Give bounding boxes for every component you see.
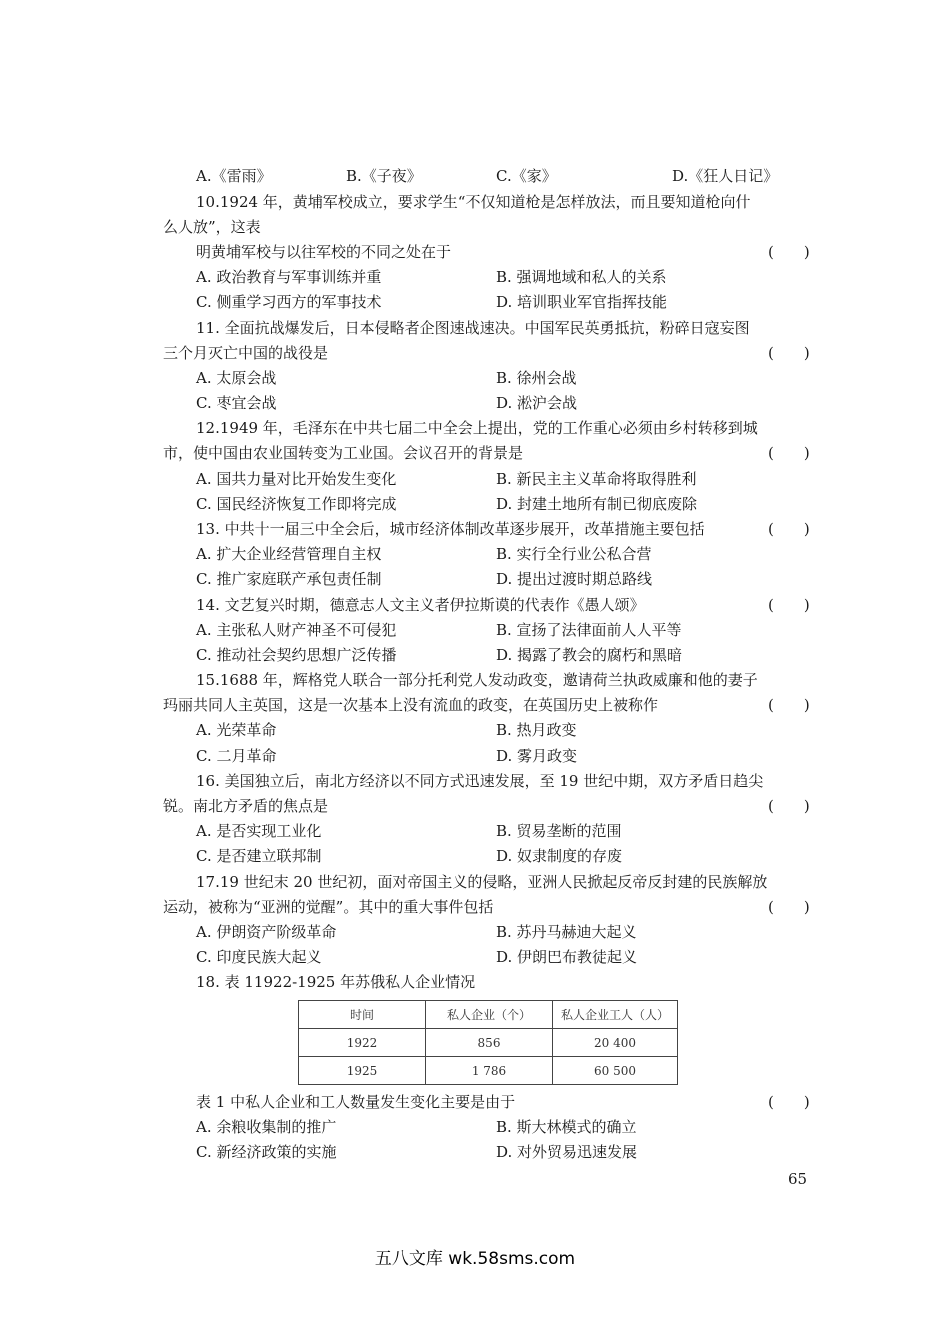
q16-option-d: D. 奴隶制度的存废 bbox=[496, 847, 623, 865]
q16-stem-line2: 锐。南北方矛盾的焦点是 bbox=[163, 797, 329, 815]
q18-option-b: B. 斯大林模式的确立 bbox=[496, 1118, 637, 1136]
q17-stem-line2: 运动，被称为“亚洲的觉醒”。其中的重大事件包括 bbox=[163, 898, 494, 916]
q10-option-b: B. 强调地域和私人的关系 bbox=[496, 268, 667, 286]
q9-option-a: A.《雷雨》 bbox=[196, 167, 272, 185]
footer-watermark: 五八文库 wk.58sms.com bbox=[374, 1249, 576, 1269]
q14-option-a: A. 主张私人财产神圣不可侵犯 bbox=[196, 621, 397, 639]
q18-answer-paren: ( ) bbox=[768, 1093, 810, 1111]
q11-stem-line1: 11. 全面抗战爆发后，日本侵略者企图速战速决。中国军民英勇抵抗，粉碎日寇妄图 bbox=[196, 319, 750, 337]
q16-answer-paren: ( ) bbox=[768, 797, 810, 815]
table-cell: 1 786 bbox=[426, 1057, 553, 1085]
table-cell: 1922 bbox=[299, 1029, 426, 1057]
q11-option-d: D. 淞沪会战 bbox=[496, 394, 578, 412]
q18-option-c: C. 新经济政策的实施 bbox=[196, 1143, 337, 1161]
q14-stem-line1: 14. 文艺复兴时期，德意志人文主义者伊拉斯谟的代表作《愚人颂》 bbox=[196, 596, 645, 614]
q9-option-b: B.《子夜》 bbox=[346, 167, 422, 185]
q10-answer-paren: ( ) bbox=[768, 243, 810, 261]
table-header-cell: 时间 bbox=[299, 1001, 426, 1029]
q17-answer-paren: ( ) bbox=[768, 898, 810, 916]
q10-option-c: C. 侧重学习西方的军事技术 bbox=[196, 293, 382, 311]
q12-option-d: D. 封建土地所有制已彻底废除 bbox=[496, 495, 698, 513]
table-cell: 20 400 bbox=[553, 1029, 678, 1057]
q10-stem-line3: 明黄埔军校与以往军校的不同之处在于 bbox=[196, 243, 452, 261]
q14-option-b: B. 宣扬了法律面前人人平等 bbox=[496, 621, 682, 639]
q12-option-b: B. 新民主主义革命将取得胜利 bbox=[496, 470, 697, 488]
q14-option-d: D. 揭露了教会的腐朽和黑暗 bbox=[496, 646, 683, 664]
q12-answer-paren: ( ) bbox=[768, 444, 810, 462]
q11-option-c: C. 枣宜会战 bbox=[196, 394, 277, 412]
q11-stem-line2: 三个月灭亡中国的战役是 bbox=[163, 344, 329, 362]
q14-answer-paren: ( ) bbox=[768, 596, 810, 614]
q17-option-b: B. 苏丹马赫迪大起义 bbox=[496, 923, 637, 941]
q18-title: 18. 表 11922-1925 年苏俄私人企业情况 bbox=[196, 973, 476, 991]
q11-option-a: A. 太原会战 bbox=[196, 369, 277, 387]
table-cell: 856 bbox=[426, 1029, 553, 1057]
q11-answer-paren: ( ) bbox=[768, 344, 810, 362]
q10-stem-line2: 么人放”，这表 bbox=[163, 218, 261, 236]
q11-option-b: B. 徐州会战 bbox=[496, 369, 577, 387]
q15-stem-line2: 玛丽共同人主英国，这是一次基本上没有流血的政变，在英国历史上被称作 bbox=[163, 696, 659, 714]
q12-stem-line2: 市，使中国由农业国转变为工业国。会议召开的背景是 bbox=[163, 444, 524, 462]
table-row bbox=[299, 1057, 678, 1085]
table-header-row bbox=[299, 1001, 678, 1029]
q13-option-b: B. 实行全行业公私合营 bbox=[496, 545, 652, 563]
q17-option-d: D. 伊朗巴布教徒起义 bbox=[496, 948, 638, 966]
q12-option-a: A. 国共力量对比开始发生变化 bbox=[196, 470, 397, 488]
q18-stem: 表 1 中私人企业和工人数量发生变化主要是由于 bbox=[196, 1093, 516, 1111]
q12-option-c: C. 国民经济恢复工作即将完成 bbox=[196, 495, 397, 513]
q13-stem-line1: 13. 中共十一届三中全会后，城市经济体制改革逐步展开，改革措施主要包括 bbox=[196, 520, 705, 538]
q9-option-c: C.《家》 bbox=[496, 167, 557, 185]
q15-option-d: D. 雾月政变 bbox=[496, 747, 578, 765]
q13-option-a: A. 扩大企业经营管理自主权 bbox=[196, 545, 382, 563]
q15-option-c: C. 二月革命 bbox=[196, 747, 277, 765]
table-cell: 1925 bbox=[299, 1057, 426, 1085]
q18-option-d: D. 对外贸易迅速发展 bbox=[496, 1143, 638, 1161]
q16-option-b: B. 贸易垄断的范围 bbox=[496, 822, 622, 840]
table-cell: 60 500 bbox=[553, 1057, 678, 1085]
q17-stem-line1: 17.19 世纪末 20 世纪初，面对帝国主义的侵略，亚洲人民掀起反帝反封建的民族解放 bbox=[196, 873, 768, 891]
q15-stem-line1: 15.1688 年，辉格党人联合一部分托利党人发动政变，邀请荷兰执政威廉和他的妻子 bbox=[196, 671, 758, 689]
q15-option-a: A. 光荣革命 bbox=[196, 721, 277, 739]
q13-option-c: C. 推广家庭联产承包责任制 bbox=[196, 570, 382, 588]
q9-option-d: D.《狂人日记》 bbox=[672, 167, 779, 185]
q15-answer-paren: ( ) bbox=[768, 696, 810, 714]
q16-stem-line1: 16. 美国独立后，南北方经济以不同方式迅速发展，至 19 世纪中期，双方矛盾日趋尖 bbox=[196, 772, 764, 790]
q14-option-c: C. 推动社会契约思想广泛传播 bbox=[196, 646, 397, 664]
q16-option-c: C. 是否建立联邦制 bbox=[196, 847, 322, 865]
private-enterprise-table bbox=[298, 1000, 678, 1085]
q16-option-a: A. 是否实现工业化 bbox=[196, 822, 322, 840]
q10-stem-line1: 10.1924 年，黄埔军校成立，要求学生“不仅知道枪是怎样放法，而且要知道枪向什 bbox=[196, 193, 751, 211]
q10-option-d: D. 培训职业军官指挥技能 bbox=[496, 293, 668, 311]
table-header-cell: 私人企业工人（人） bbox=[553, 1001, 678, 1029]
q10-option-a: A. 政治教育与军事训练并重 bbox=[196, 268, 382, 286]
page-number: 65 bbox=[788, 1170, 808, 1188]
q18-option-a: A. 余粮收集制的推广 bbox=[196, 1118, 337, 1136]
q17-option-a: A. 伊朗资产阶级革命 bbox=[196, 923, 337, 941]
table-header-cell: 私人企业（个） bbox=[426, 1001, 553, 1029]
q13-option-d: D. 提出过渡时期总路线 bbox=[496, 570, 653, 588]
q17-option-c: C. 印度民族大起义 bbox=[196, 948, 322, 966]
table-row bbox=[299, 1029, 678, 1057]
q13-answer-paren: ( ) bbox=[768, 520, 810, 538]
q15-option-b: B. 热月政变 bbox=[496, 721, 577, 739]
q12-stem-line1: 12.1949 年，毛泽东在中共七届二中全会上提出，党的工作重心必须由乡村转移到城 bbox=[196, 419, 758, 437]
